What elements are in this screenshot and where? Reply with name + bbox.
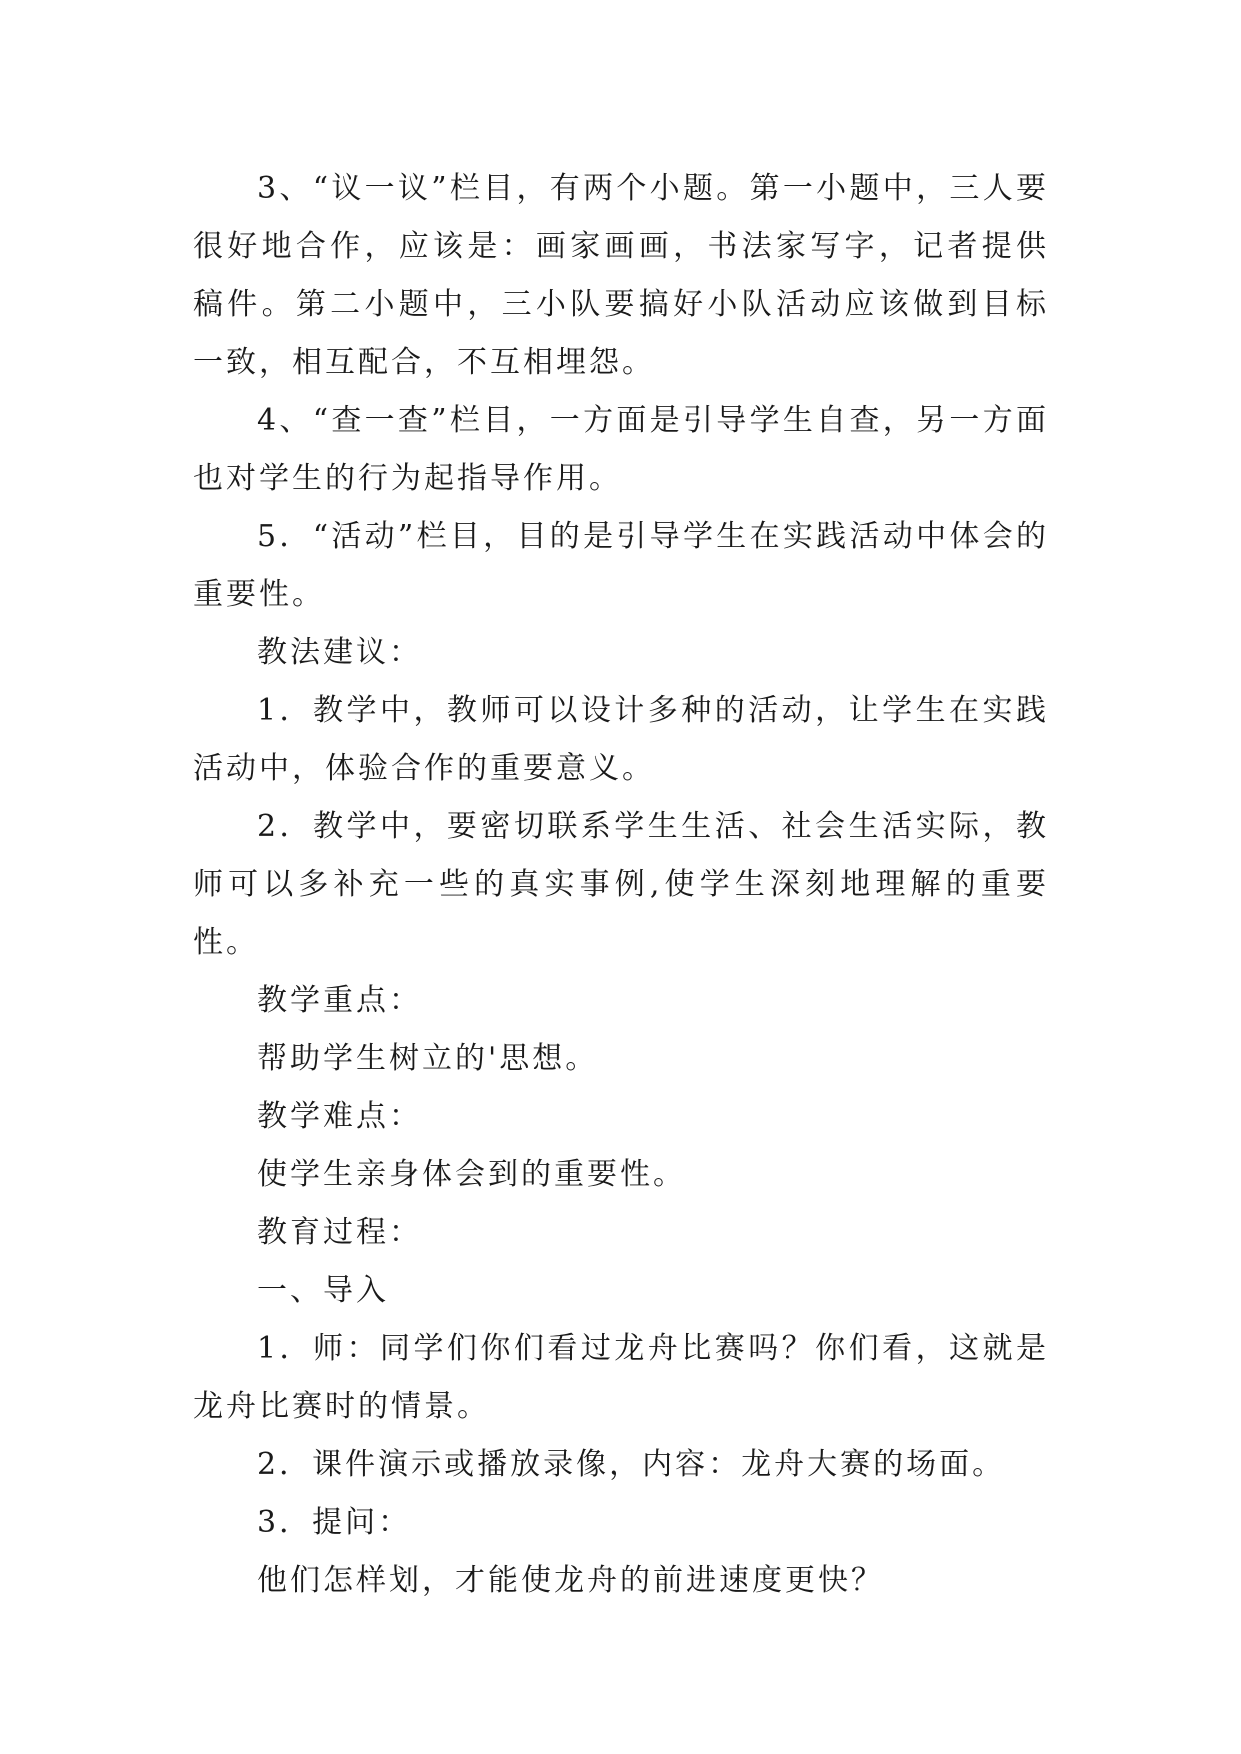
paragraph-discuss-section: 3、“议一议”栏目，有两个小题。第一小题中，三人要很好地合作，应该是：画家画画，书法家写字，记者提供稿件。第二小题中，三小队要搞好小队活动应该做到目标一致，相互配合，不互相埋怨。 bbox=[193, 171, 1049, 380]
paragraph-suggestion-1: 1．教学中，教师可以设计多种的活动，让学生在实践活动中，体验合作的重要意义。 bbox=[193, 693, 1049, 786]
heading-teaching-suggestions: 教法建议： bbox=[257, 635, 422, 670]
paragraph-intro-step-2: 2．课件演示或播放录像，内容：龙舟大赛的场面。 bbox=[257, 1447, 1006, 1482]
paragraph-suggestion-2: 2．教学中，要密切联系学生生活、社会生活实际，教师可以多补充一些的真实事例,使学生深刻地理解的重要性。 bbox=[193, 809, 1049, 960]
paragraph-check-section: 4、“查一查”栏目，一方面是引导学生自查，另一方面也对学生的行为起指导作用。 bbox=[193, 403, 1049, 496]
paragraph-teaching-focus: 帮助学生树立的'思想。 bbox=[257, 1041, 599, 1076]
heading-teaching-process: 教育过程： bbox=[257, 1215, 422, 1250]
paragraph-intro-step-3: 3．提问： bbox=[257, 1505, 412, 1540]
document-body bbox=[193, 160, 1049, 1610]
heading-introduction: 一、导入 bbox=[257, 1273, 389, 1308]
paragraph-intro-step-1: 1．师：同学们你们看过龙舟比赛吗？你们看，这就是龙舟比赛时的情景。 bbox=[193, 1331, 1049, 1424]
paragraph-teaching-difficulty: 使学生亲身体会到的重要性。 bbox=[257, 1157, 686, 1192]
heading-teaching-difficulty: 教学难点： bbox=[257, 1099, 422, 1134]
paragraph-question: 他们怎样划，才能使龙舟的前进速度更快？ bbox=[257, 1563, 884, 1598]
heading-teaching-focus: 教学重点： bbox=[257, 983, 422, 1018]
paragraph-activity-section: 5．“活动”栏目，目的是引导学生在实践活动中体会的重要性。 bbox=[193, 519, 1049, 612]
